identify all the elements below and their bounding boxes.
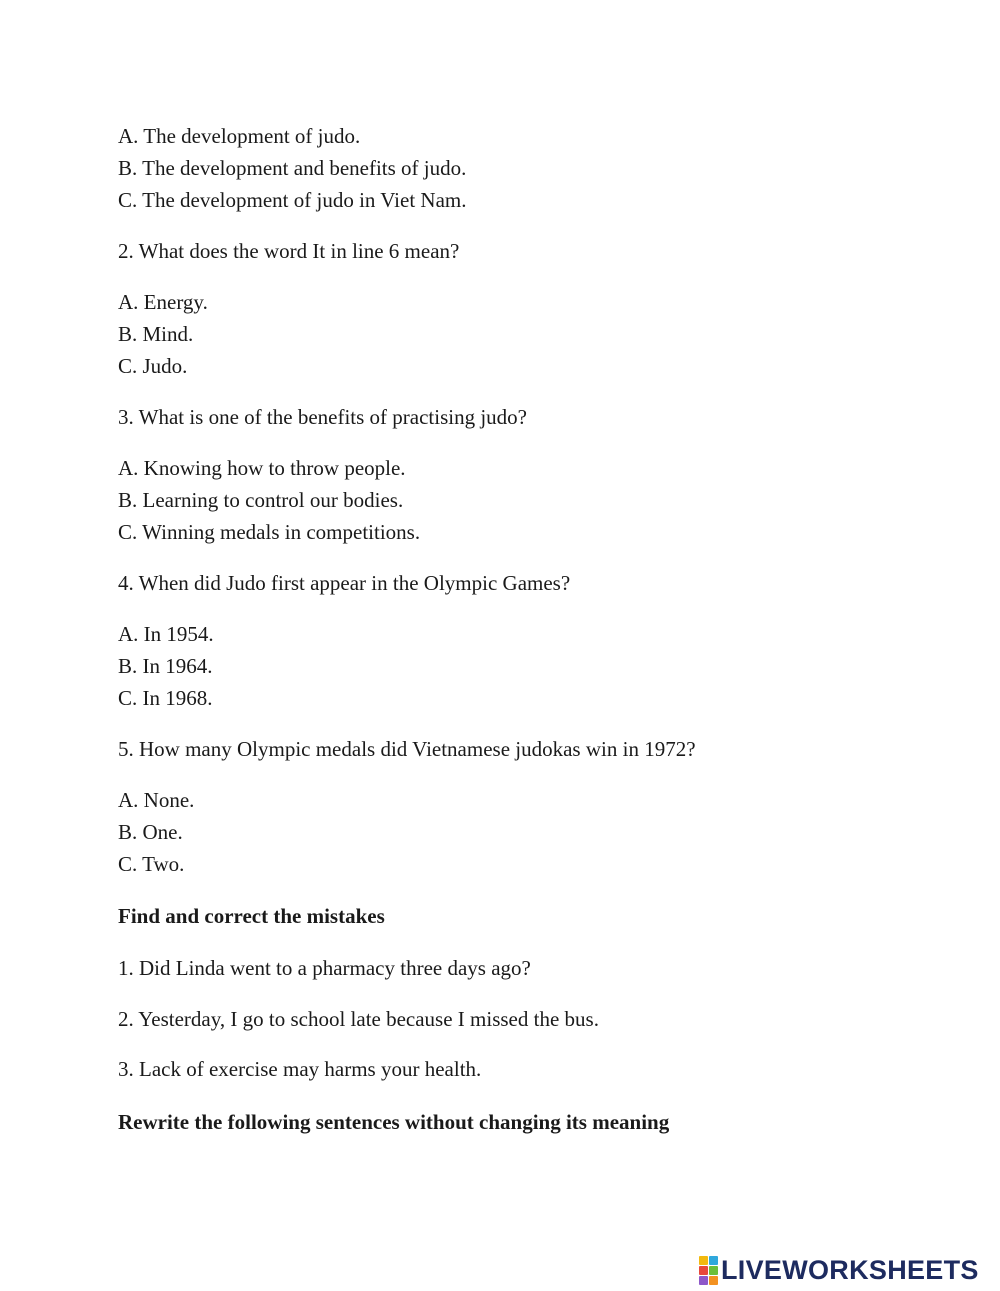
- logo-mark-icon: [699, 1256, 718, 1285]
- q2-option-b: B. Mind.: [118, 322, 194, 346]
- logo-square-icon: [699, 1266, 708, 1275]
- q3-option-c: C. Winning medals in competitions.: [118, 520, 421, 544]
- mistakes-heading: Find and correct the mistakes: [118, 904, 385, 928]
- q4-option-c: C. In 1968.: [118, 686, 213, 710]
- q4-question: 4. When did Judo first appear in the Olympic Games?: [118, 571, 571, 595]
- q3-question: 3. What is one of the benefits of practising judo?: [118, 405, 528, 429]
- q1-option-a: A. The development of judo.: [118, 124, 361, 148]
- logo-square-icon: [699, 1276, 708, 1285]
- q4-option-a: A. In 1954.: [118, 622, 214, 646]
- mistake-item-2: 2. Yesterday, I go to school late because I missed the bus.: [118, 1007, 599, 1031]
- logo-square-icon: [709, 1256, 718, 1265]
- q2-option-a: A. Energy.: [118, 290, 208, 314]
- logo-text: LIVEWORKSHEETS: [721, 1255, 979, 1285]
- liveworksheets-logo: [699, 1255, 979, 1285]
- logo-square-icon: [709, 1276, 718, 1285]
- q3-option-b: B. Learning to control our bodies.: [118, 488, 404, 512]
- q5-option-a: A. None.: [118, 788, 195, 812]
- logo-square-icon: [699, 1256, 708, 1265]
- q5-option-b: B. One.: [118, 820, 183, 844]
- q1-option-c: C. The development of judo in Viet Nam.: [118, 188, 467, 212]
- mistake-item-1: 1. Did Linda went to a pharmacy three days ago?: [118, 956, 531, 980]
- q1-option-b: B. The development and benefits of judo.: [118, 156, 467, 180]
- q2-question: 2. What does the word It in line 6 mean?: [118, 239, 460, 263]
- logo-square-icon: [709, 1266, 718, 1275]
- q5-question: 5. How many Olympic medals did Vietnamese judokas win in 1972?: [118, 737, 696, 761]
- q3-option-a: A. Knowing how to throw people.: [118, 456, 406, 480]
- rewrite-heading: Rewrite the following sentences without changing its meaning: [118, 1110, 670, 1134]
- mistake-item-3: 3. Lack of exercise may harms your health.: [118, 1057, 482, 1081]
- q2-option-c: C. Judo.: [118, 354, 188, 378]
- q4-option-b: B. In 1964.: [118, 654, 213, 678]
- q5-option-c: C. Two.: [118, 852, 185, 876]
